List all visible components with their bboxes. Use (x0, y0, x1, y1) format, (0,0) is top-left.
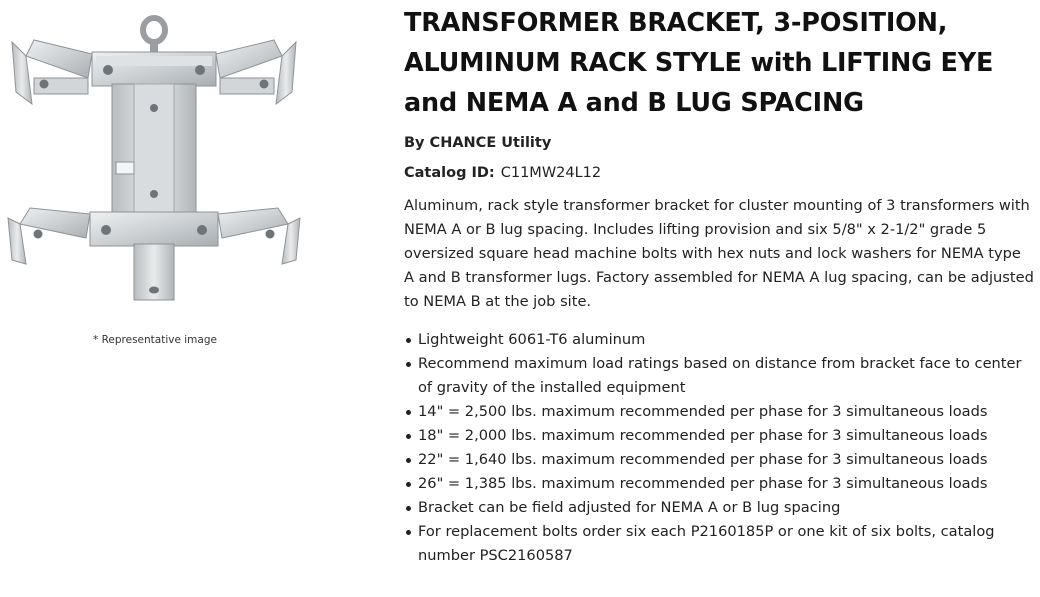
catalog-id-value: C11MW24L12 (500, 165, 602, 181)
top-left-arm (12, 40, 92, 104)
feature-item: Lightweight 6061-T6 aluminum (418, 328, 1034, 352)
manufacturer-byline: By CHANCE Utility (404, 135, 552, 151)
bottom-right-arm (218, 208, 300, 264)
feature-item: 14" = 2,500 lbs. maximum recommended per phase for 3 simultaneous loads (418, 400, 1034, 424)
product-info (404, 0, 1034, 568)
lifting-eye (143, 18, 165, 56)
product-image[interactable] (4, 12, 304, 317)
top-right-arm (216, 40, 296, 104)
mounting-tab (134, 244, 174, 300)
product-image-column (0, 0, 310, 360)
product-title: TRANSFORMER BRACKET, 3-POSITION, ALUMINUM RACK STYLE with LIFTING EYE and NEMA A and B LUG SPACING (404, 8, 994, 118)
bottom-left-arm (8, 208, 90, 264)
catalog-id-row (404, 163, 1034, 183)
catalog-id-label: Catalog ID: (404, 165, 495, 181)
product-description: Aluminum, rack style transformer bracket for cluster mounting of 3 transformers with NEMA A or B lug spacing. Includes lifting provision and six 5/8" x 2-1/2" grade 5 oversized square head machine bolts with hex nuts and lock washers for NEMA type A and B transformer lugs. Factory assembled for NEMA A lug spacing, can be adjusted to NEMA B at the job site. (404, 197, 1034, 310)
feature-item: 26" = 1,385 lbs. maximum recommended per phase for 3 simultaneous loads (418, 472, 1034, 496)
image-caption: * Representative image (93, 334, 217, 346)
feature-item: 18" = 2,000 lbs. maximum recommended per phase for 3 simultaneous loads (418, 424, 1034, 448)
feature-item: For replacement bolts order six each P2160185P or one kit of six bolts, catalog number PSC2160587 (418, 520, 1034, 568)
feature-list (404, 328, 1034, 568)
feature-item: Recommend maximum load ratings based on distance from bracket face to center of gravity of the installed equipment (418, 352, 1034, 400)
feature-item: Bracket can be field adjusted for NEMA A or B lug spacing (418, 496, 1034, 520)
feature-item: 22" = 1,640 lbs. maximum recommended per phase for 3 simultaneous loads (418, 448, 1034, 472)
